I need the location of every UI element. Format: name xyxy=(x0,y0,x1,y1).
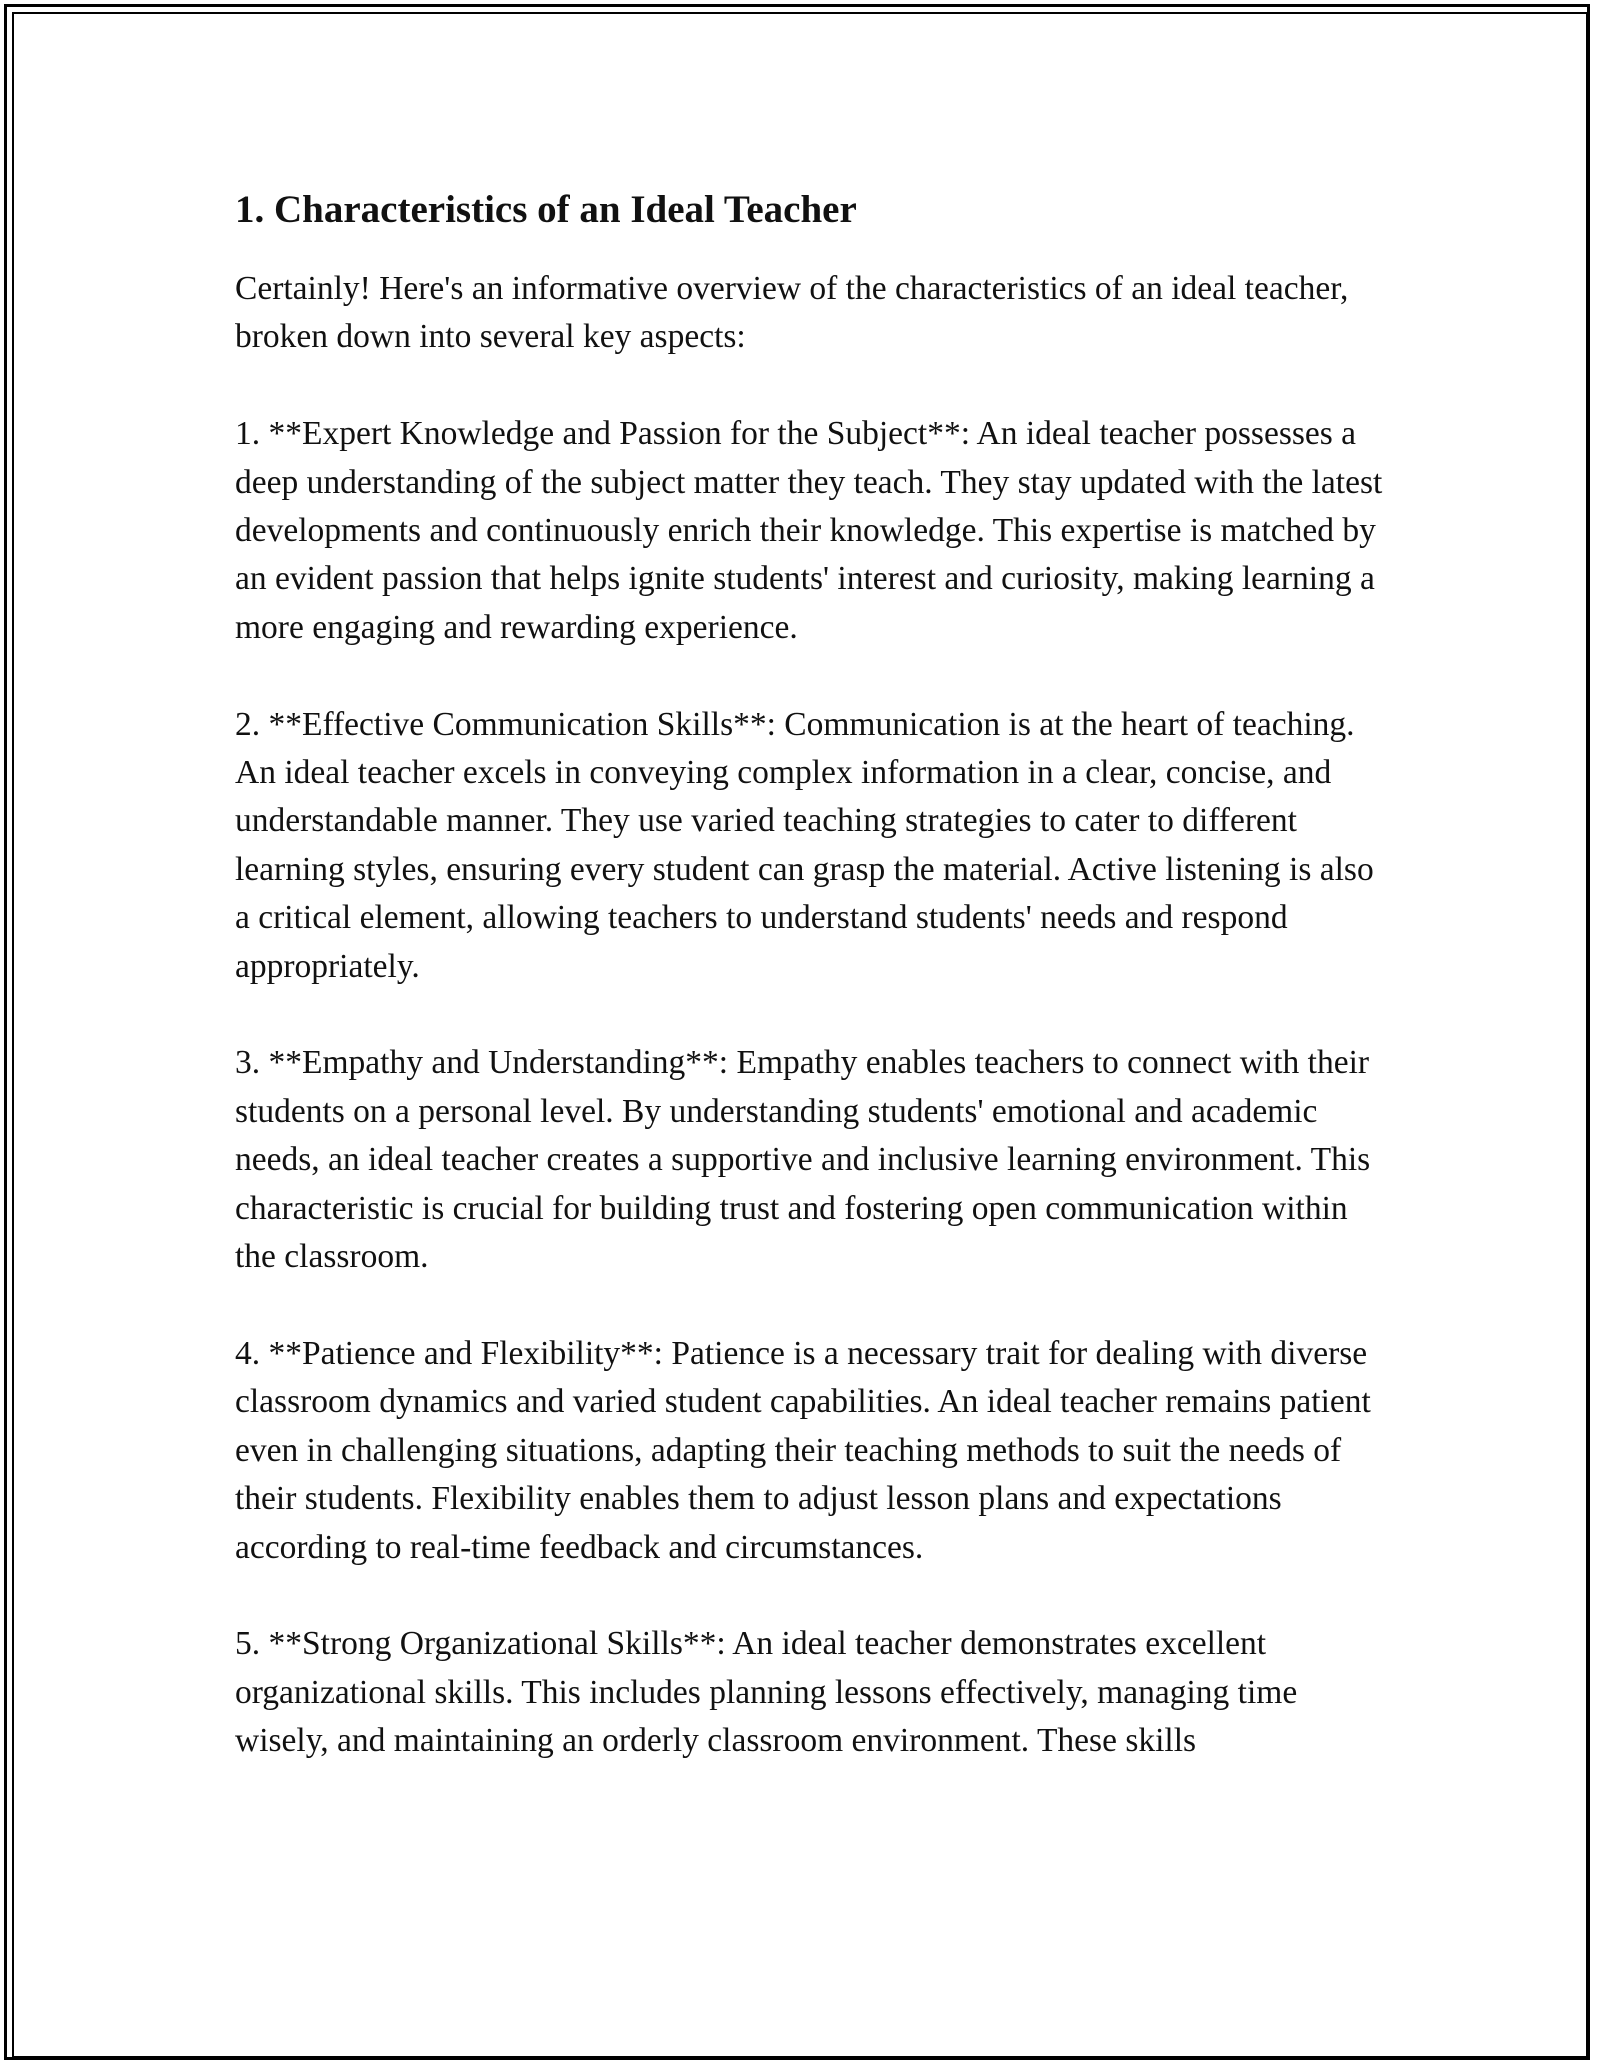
list-item-5: 5. **Strong Organizational Skills**: An ideal teacher demonstrates excellent organizational skills. This includes planning lessons effectively, managing time wisely, and maintaining an orderly classroom environment. These skills xyxy=(235,1625,1298,1760)
intro-paragraph: Certainly! Here's an informative overview of the characteristics of an ideal teacher, broken down into several key aspects: xyxy=(235,270,1349,356)
list-item-4: 4. **Patience and Flexibility**: Patience is a necessary trait for dealing with diverse classroom dynamics and varied student capabilities. An ideal teacher remains patient even in challenging situations, adapting their teaching methods to suit the needs of their students. Flexibility enables them to adjust lesson plans and expectations according to real-time feedback and circumstances. xyxy=(235,1334,1371,1566)
document-title: 1. Characteristics of an Ideal Teacher xyxy=(235,188,857,231)
list-item-2: 2. **Effective Communication Skills**: Communication is at the heart of teaching. An ideal teacher excels in conveying complex information in a clear, concise, and understandable manner. They use varied teaching strategies to cater to different learning styles, ensuring every student can grasp the material. Active listening is also a critical element, allowing teachers to understand students' needs and respond appropriately. xyxy=(235,705,1374,985)
document-body xyxy=(235,186,1385,1814)
list-item-3: 3. **Empathy and Understanding**: Empathy enables teachers to connect with their students on a personal level. By understanding students' emotional and academic needs, an ideal teacher creates a supportive and inclusive learning environment. This characteristic is crucial for building trust and fostering open communication within the classroom. xyxy=(235,1044,1371,1276)
list-item-1: 1. **Expert Knowledge and Passion for the Subject**: An ideal teacher possesses a deep understanding of the subject matter they teach. They stay updated with the latest developments and continuously enrich their knowledge. This expertise is matched by an evident passion that helps ignite students' interest and curiosity, making learning a more engaging and rewarding experience. xyxy=(235,415,1383,646)
